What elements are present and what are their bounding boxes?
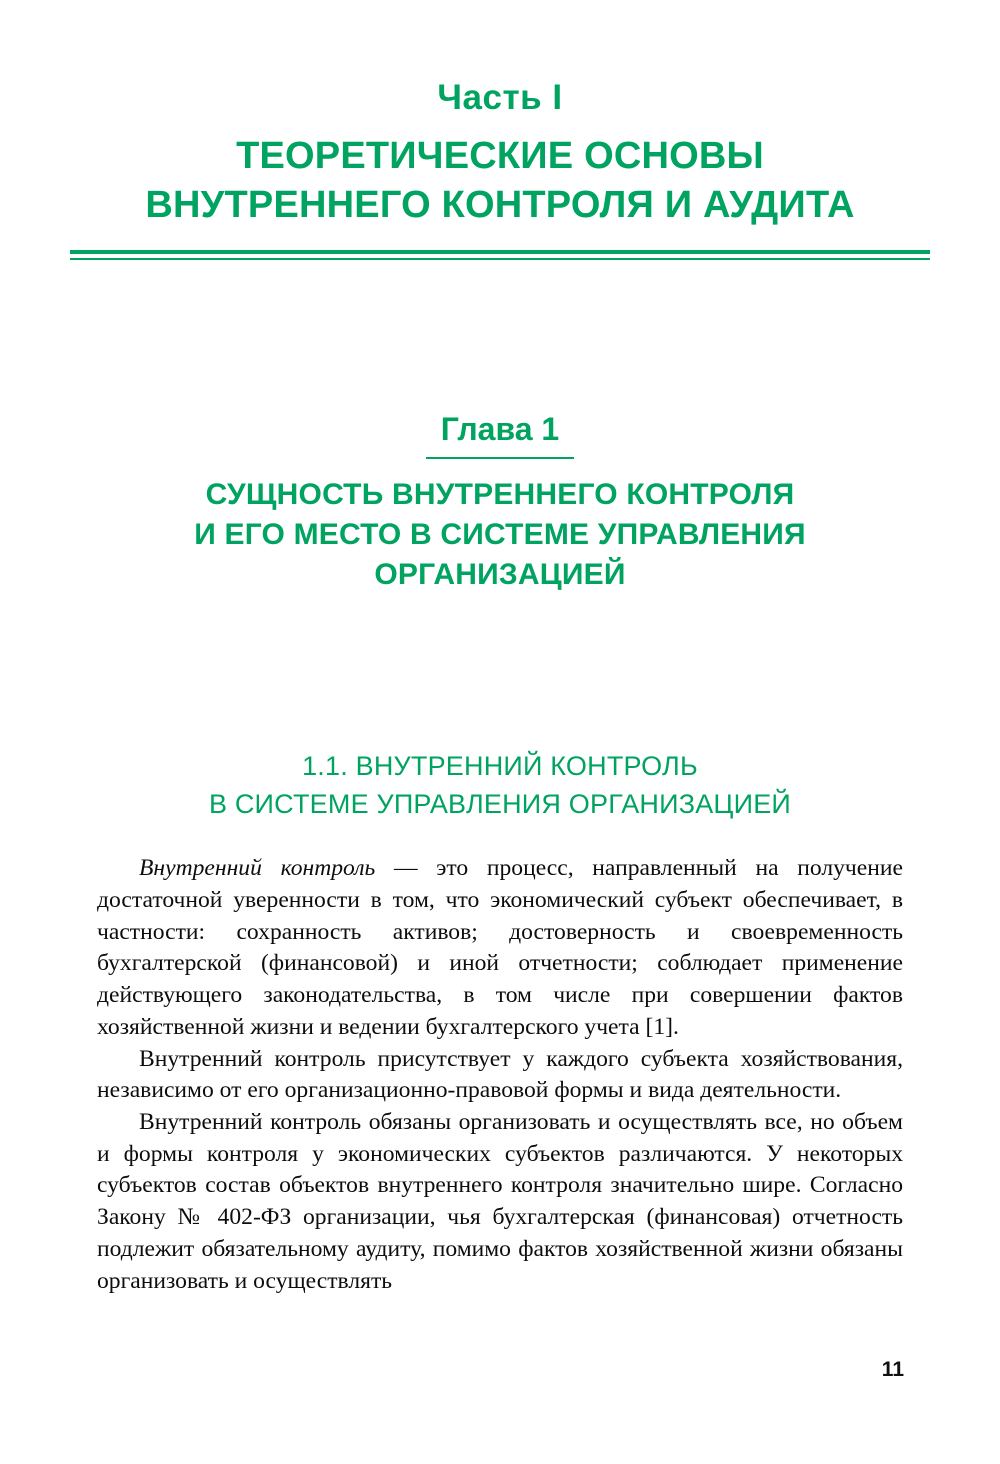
divider-rule-thick xyxy=(70,250,930,254)
paragraph-1-lead: Внутренний контроль xyxy=(139,855,376,882)
section-title-line-1: 1.1. ВНУТРЕННИЙ КОНТРОЛЬ xyxy=(302,750,698,781)
chapter-title-line-1: СУЩНОСТЬ ВНУТРЕННЕГО КОНТРОЛЯ xyxy=(205,477,795,511)
part-title-line-1: ТЕОРЕТИЧЕСКИЕ ОСНОВЫ xyxy=(236,135,764,178)
chapter-divider xyxy=(426,457,574,459)
chapter-title-line-2: И ЕГО МЕСТО В СИСТЕМЕ УПРАВЛЕНИЯ xyxy=(194,517,806,551)
chapter-label: Глава 1 xyxy=(440,410,560,447)
body-text xyxy=(97,853,903,1297)
part-divider xyxy=(70,250,930,260)
paragraph-2: Внутренний контроль присутствует у каждого субъекта хозяйствования, независимо от его организационно-правовой формы и вида деятельности. xyxy=(97,1045,903,1104)
divider-rule-thin xyxy=(70,258,930,260)
part-heading xyxy=(0,78,1000,260)
chapter-heading xyxy=(0,410,1000,595)
paragraph-1 xyxy=(97,853,903,1043)
part-title xyxy=(70,132,930,229)
chapter-title xyxy=(70,475,930,595)
paragraph-1-rest: — это процесс, направленный на получение достаточной уверенности в том, что экономический субъект обеспечивает, в частности: сохранность активов; достоверность и своевременность бухгалтерской (финансовой) и иной отчетности; соблюдает применение действующего законодательства, в том числе при совершении фактов хозяйственной жизни и ведении бухгалтерского учета [1]. xyxy=(97,855,903,1040)
page-number: 11 xyxy=(881,1358,904,1381)
part-title-line-2: ВНУТРЕННЕГО КОНТРОЛЯ И АУДИТА xyxy=(145,183,855,226)
section-heading xyxy=(0,747,1000,824)
part-label: Часть I xyxy=(437,78,563,117)
section-title xyxy=(80,747,920,824)
section-title-line-2: В СИСТЕМЕ УПРАВЛЕНИЯ ОРГАНИЗАЦИЕЙ xyxy=(208,788,792,819)
paragraph-3: Внутренний контроль обязаны организовать и осуществлять все, но объем и формы контроля у экономических субъектов различаются. У некоторых субъектов состав объектов внутреннего контроля значительно шире. Согласно Закону № 402-ФЗ организации, чья бухгалтерская (финансовая) отчетность подлежит обязательному аудиту, помимо фактов хозяйственной жизни обязаны организовать и осуществлять xyxy=(97,1108,903,1294)
chapter-title-line-3: ОРГАНИЗАЦИЕЙ xyxy=(374,557,626,591)
